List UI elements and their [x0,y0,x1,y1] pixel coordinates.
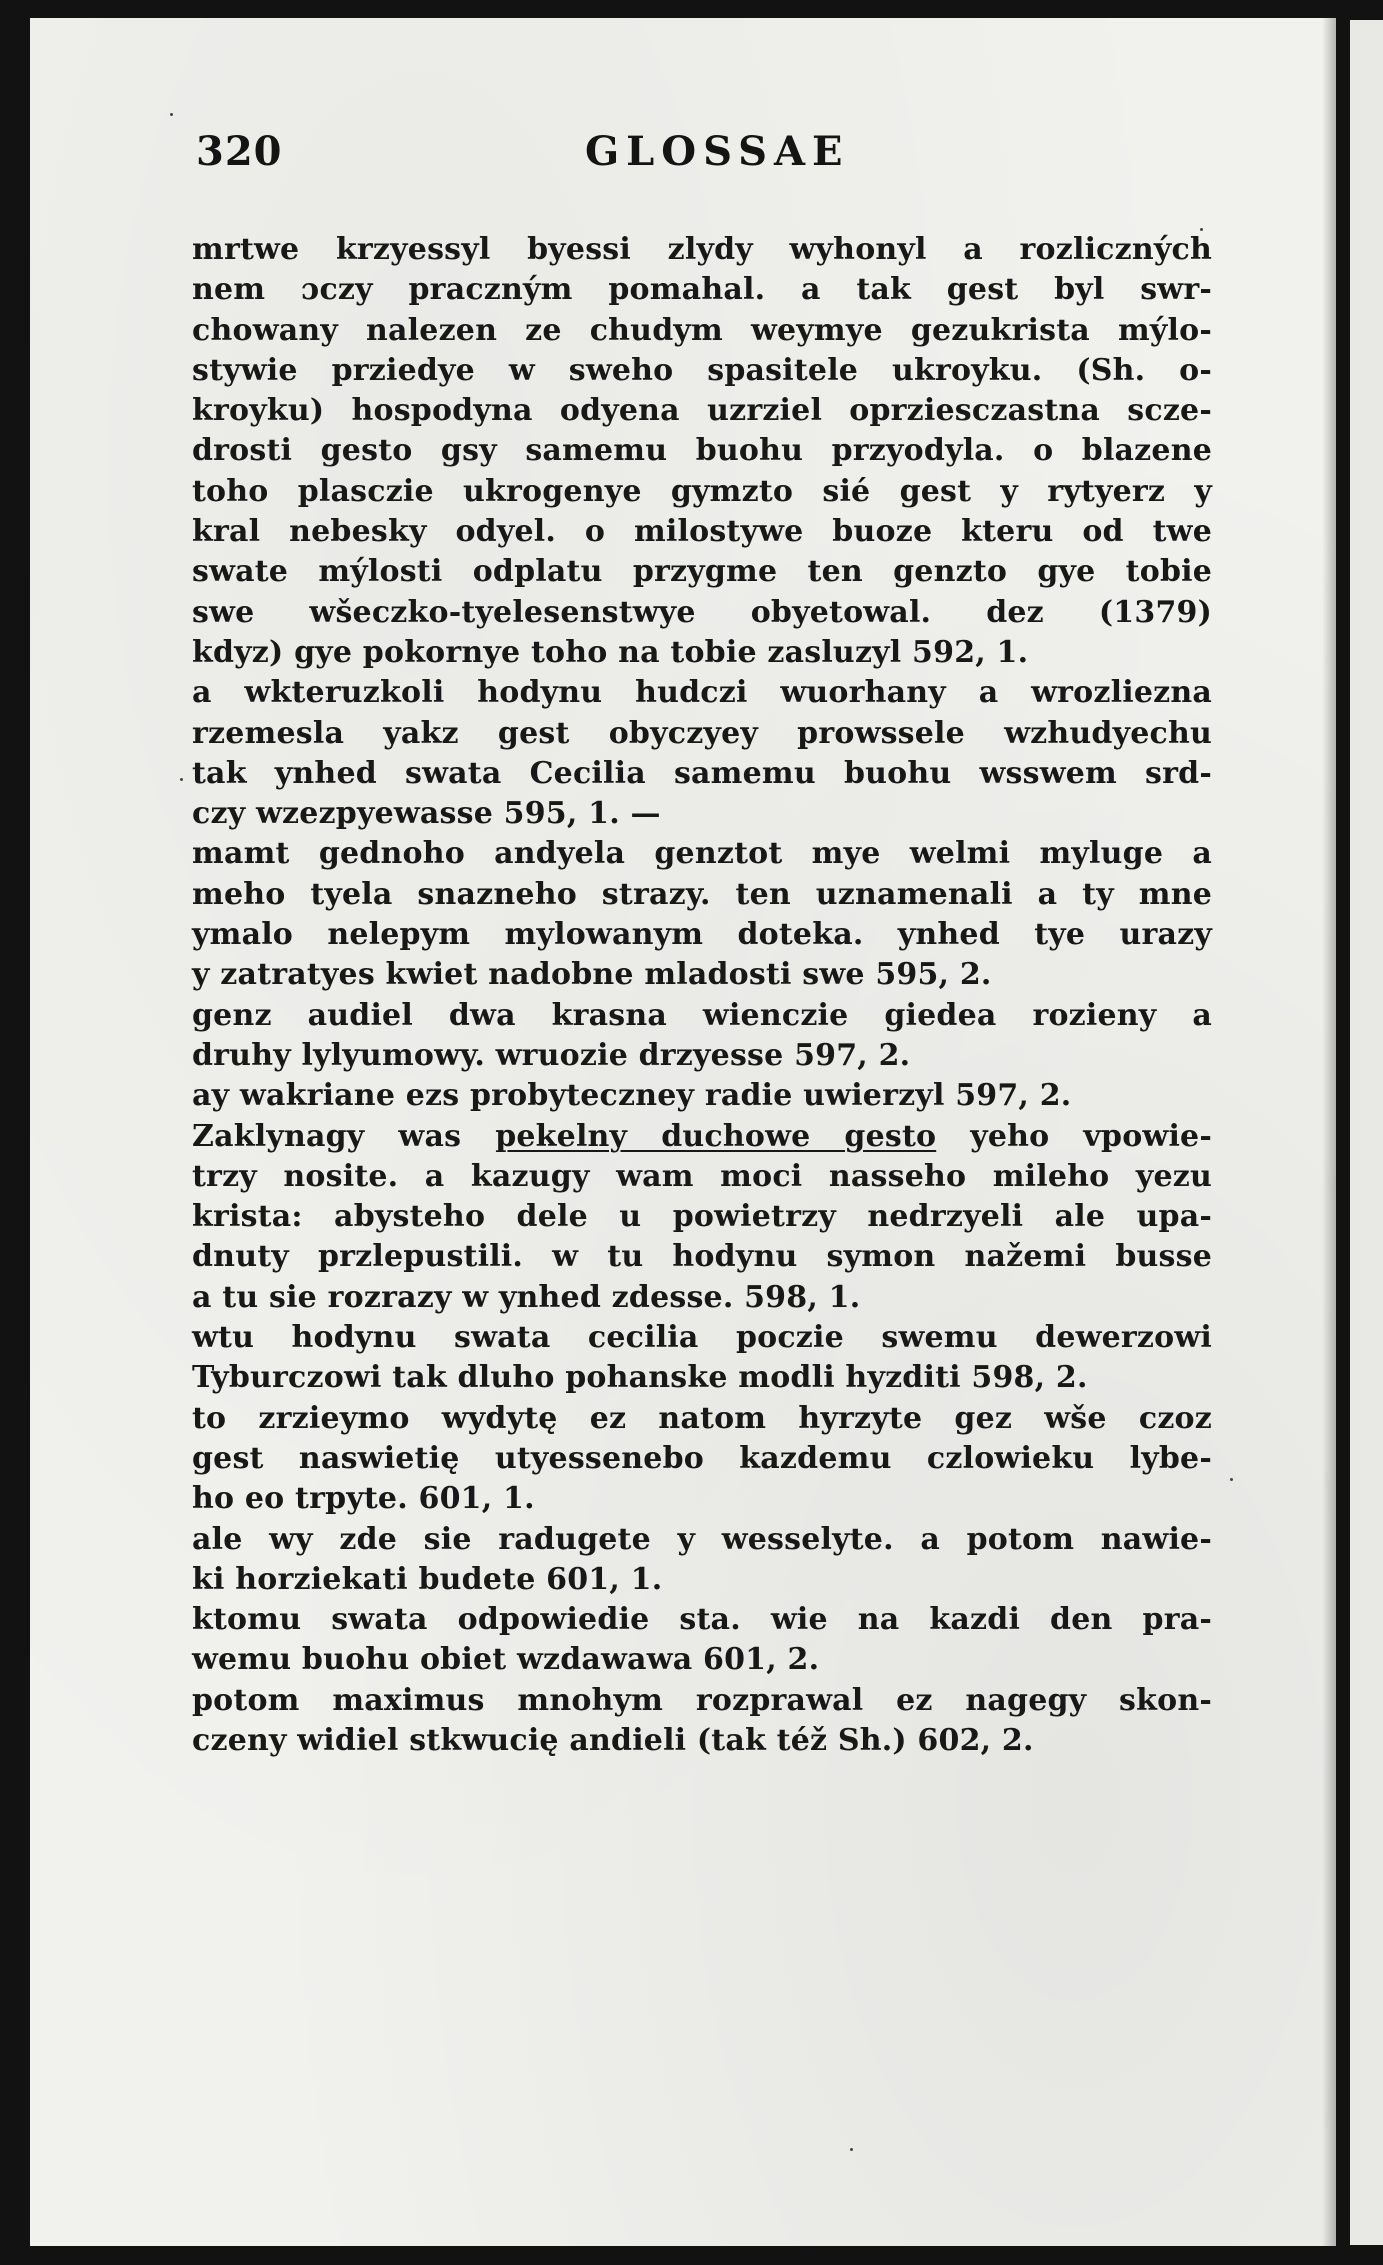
text-line: ki horziekati budete 601, 1. [192,1561,663,1597]
text-line: wtu hodynu swata cecilia poczie swemu dewerzowi [192,1320,1212,1356]
text-line: meho tyela snazneho strazy. ten uznamenali a ty mne [192,876,1212,912]
text-segment: yeho vpowie- [936,1118,1212,1154]
text-line [192,1117,1212,1157]
text-line: toho plasczie ukrogenye gymzto sié gest y rytyerz y [192,473,1212,509]
paper-speck [850,2148,853,2151]
text-line: mrtwe krzyessyl byessi zlydy wyhonyl a rozliczných [192,232,1212,267]
text-line: ymalo nelepym mylowanym doteka. ynhed tye urazy [192,917,1212,953]
text-line: swate mýlosti odplatu przygme ten genzto gye tobie [192,554,1212,590]
text-line: kdyz) gye pokornye toho na tobie zasluzyl 592, 1. [192,634,1029,670]
underlined-phrase: pekelny duchowe gesto [495,1118,937,1154]
text-line: stywie prziedye w sweho spasitele ukroyku. (Sh. o- [192,352,1212,388]
text-line: y zatratyes kwiet nadobne mladosti swe 595, 2. [192,957,992,993]
text-line: a wkteruzkoli hodynu hudczi wuorhany a wrozliezna [192,675,1212,711]
running-title: GLOSSAE [585,128,850,175]
text-line: Tyburczowi tak dluho pohanske modli hyzditi 598, 2. [192,1360,1088,1396]
adjacent-page-edge [1350,20,1383,2245]
running-head [180,128,1220,188]
paper-speck [180,778,183,781]
text-line: dnuty przlepustili. w tu hodynu symon nažemi busse [192,1239,1212,1275]
page-number: 320 [196,128,283,175]
text-line: genz audiel dwa krasna wienczie giedea rozieny a [192,997,1212,1033]
text-line: kroyku) hospodyna odyena uzrziel oprziesczastna scze- [192,393,1212,429]
text-line: czy wzezpyewasse 595, 1. — [192,796,661,832]
text-segment: Zaklynagy was [192,1118,496,1154]
text-line: ale wy zde sie radugete y wesselyte. a potom nawie- [192,1521,1212,1557]
text-line: ay wakriane ezs probyteczney radie uwierzyl 597, 2. [192,1078,1072,1114]
paper-speck [1230,1478,1233,1481]
text-line: a tu sie rozrazy w ynhed zdesse. 598, 1. [192,1279,861,1315]
text-line: gest naswietię utyessenebo kazdemu czlowieku lybe- [192,1440,1212,1476]
paper-speck [170,113,173,116]
text-line: druhy lylyumowy. wruozie drzyesse 597, 2. [192,1037,911,1073]
text-line: nem ɔczy praczným pomahal. a tak gest byl swr- [192,272,1212,308]
text-line: swe wšeczko-tyelesenstwye obyetowal. dez (1379) [192,594,1212,630]
text-line: to zrzieymo wydytę ez natom hyrzyte gez wše czoz [192,1400,1212,1436]
glossary-text-block [192,230,1212,1761]
text-line: trzy nosite. a kazugy wam moci nasseho mileho yezu [192,1158,1212,1194]
text-line: krista: abysteho dele u powietrzy nedrzyeli ale upa- [192,1199,1212,1235]
text-line: kral nebesky odyel. o milostywe buoze kteru od twe [192,514,1212,550]
text-line: tak ynhed swata Cecilia samemu buohu wsswem srd- [192,755,1212,791]
text-line: mamt gednoho andyela genztot mye welmi myluge a [192,836,1212,872]
text-line: potom maximus mnohym rozprawal ez nagegy skon- [192,1682,1212,1718]
text-line: rzemesla yakz gest obyczyey prowssele wzhudyechu [192,715,1212,751]
text-line: ktomu swata odpowiedie sta. wie na kazdi den pra- [192,1602,1212,1638]
text-line: chowany nalezen ze chudym weymye gezukrista mýlo- [192,312,1212,348]
text-line: drosti gesto gsy samemu buohu przyodyla. o blazene [192,433,1212,469]
text-line: ho eo trpyte. 601, 1. [192,1481,535,1517]
text-line: czeny widiel stkwucię andieli (tak též Sh.) 602, 2. [192,1722,1034,1758]
text-line: wemu buohu obiet wzdawawa 601, 2. [192,1642,820,1678]
